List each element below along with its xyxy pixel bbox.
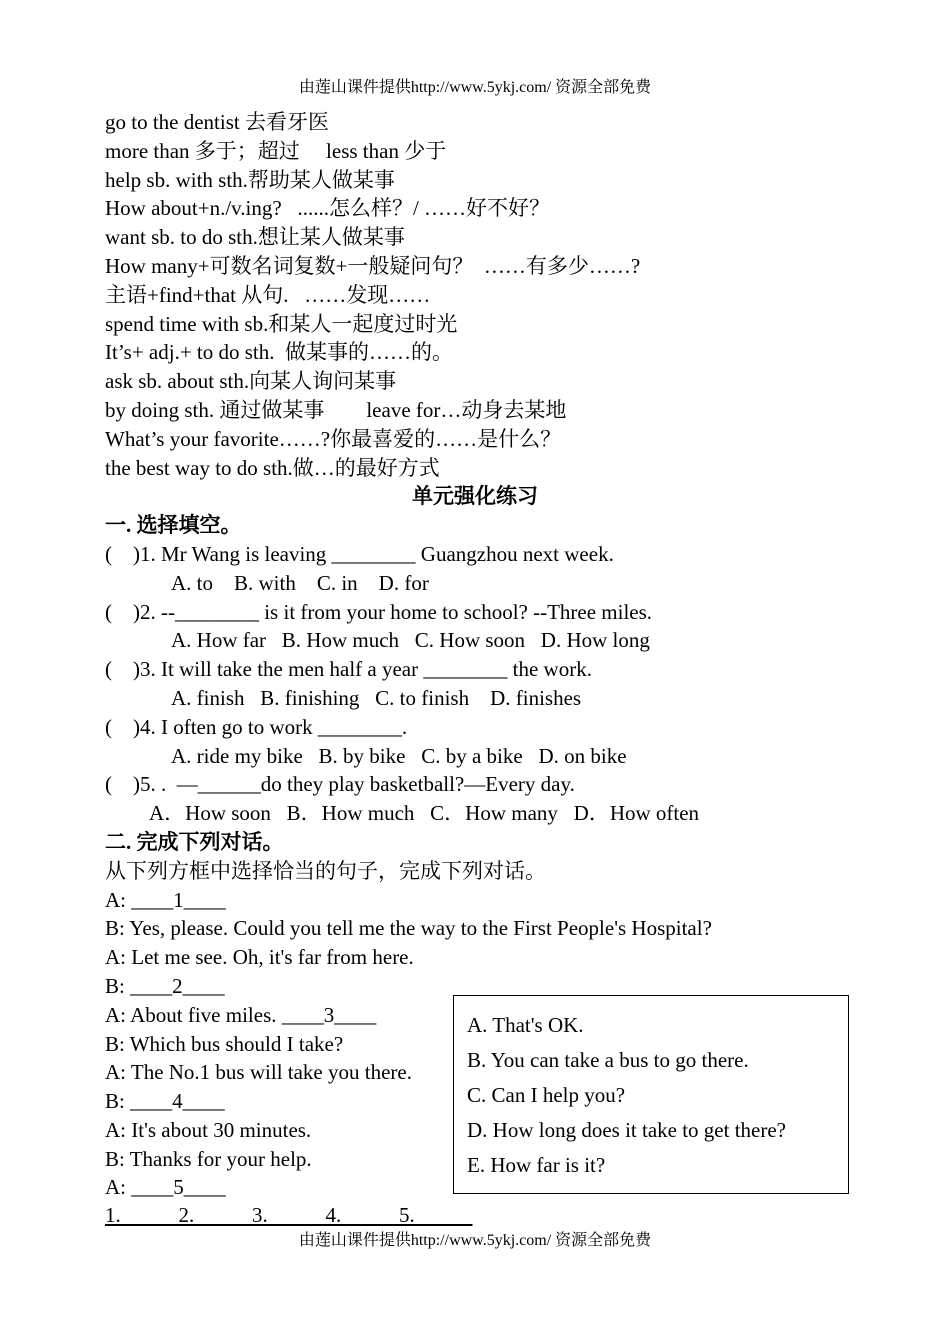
section2-instruction: 从下列方框中选择恰当的句子，完成下列对话。 — [105, 858, 546, 883]
section1-heading: 一. 选择填空。 — [105, 513, 242, 538]
question-options: A. finish B. finishing C. to finish D. finishes — [171, 685, 582, 710]
dialogue-line: A: Let me see. Oh, it's far from here. — [105, 945, 414, 970]
question-options: A. to B. with C. in D. for — [171, 570, 429, 595]
phrase-line: by doing sth. 通过做某事 leave for…动身去某地 — [105, 397, 567, 422]
question-stem: ( )2. --________ is it from your home to school? --Three miles. — [105, 599, 653, 624]
exercise-title: 单元强化练习 — [412, 484, 538, 509]
dialogue-line: B: Yes, please. Could you tell me the way to the First People's Hospital? — [105, 916, 712, 941]
box-option: A. That's OK. — [467, 1013, 584, 1037]
page-header: 由莲山课件提供http://www.5ykj.com/ 资源全部免费 — [298, 79, 652, 96]
phrase-line: 主语+find+that 从句. ……发现…… — [105, 282, 431, 307]
phrase-line: help sb. with sth.帮助某人做某事 — [105, 167, 395, 192]
box-option: D. How long does it take to get there? — [467, 1118, 786, 1142]
question-stem: ( )4. I often go to work ________. — [105, 714, 408, 739]
dialogue-line: B: ____2____ — [105, 973, 225, 998]
dialogue-line: B: ____4____ — [105, 1089, 225, 1114]
question-options: A. ride my bike B. by bike C. by a bike D. on bike — [171, 743, 627, 768]
dialogue-line: A: ____5____ — [105, 1175, 226, 1200]
box-option: B. You can take a bus to go there. — [467, 1048, 749, 1072]
dialogue-line: A: The No.1 bus will take you there. — [105, 1060, 412, 1085]
dialogue-line: B: Thanks for your help. — [105, 1146, 312, 1171]
phrase-line: more than 多于；超过 less than 少于 — [105, 138, 447, 163]
phrase-line: ask sb. about sth.向某人询问某事 — [105, 369, 397, 394]
phrase-line: How many+可数名词复数+一般疑问句？ ……有多少……? — [105, 253, 641, 278]
page-footer: 由莲山课件提供http://www.5ykj.com/ 资源全部免费 — [298, 1232, 652, 1249]
dialogue-line: A: ____1____ — [105, 887, 226, 912]
question-stem: ( )1. Mr Wang is leaving ________ Guangzhou next week. — [105, 541, 614, 566]
phrase-line: want sb. to do sth.想让某人做某事 — [105, 225, 405, 250]
dialogue-line: A: About five miles. ____3____ — [105, 1002, 377, 1027]
box-option: E. How far is it? — [467, 1153, 606, 1177]
question-options: A. How far B. How much C. How soon D. How long — [171, 628, 650, 653]
phrase-line: spend time with sb.和某人一起度过时光 — [105, 311, 458, 336]
dialogue-line: A: It's about 30 minutes. — [105, 1117, 312, 1142]
phrase-line: How about+n./v.ing? ......怎么样？/ ……好不好？ — [105, 196, 551, 221]
dialogue-line: B: Which bus should I take? — [105, 1031, 344, 1056]
phrase-line: go to the dentist 去看牙医 — [105, 110, 329, 134]
question-stem: ( )5. . —______do they play basketball?—Every day. — [105, 772, 575, 797]
phrase-line: What’s your favorite……?你最喜爱的……是什么？ — [105, 426, 562, 451]
answer-line: 1. 2. 3. 4. 5. — [105, 1203, 473, 1227]
options-box — [453, 995, 849, 1194]
phrase-line: the best way to do sth.做…的最好方式 — [105, 455, 440, 480]
section2-heading: 二. 完成下列对话。 — [105, 829, 284, 854]
box-option: C. Can I help you? — [467, 1083, 626, 1107]
phrase-line: It’s+ adj.+ to do sth. 做某事的……的。 — [105, 340, 454, 365]
question-options: A．How soon B．How much C．How many D．How often — [149, 801, 700, 826]
question-stem: ( )3. It will take the men half a year ________ the work. — [105, 657, 592, 682]
